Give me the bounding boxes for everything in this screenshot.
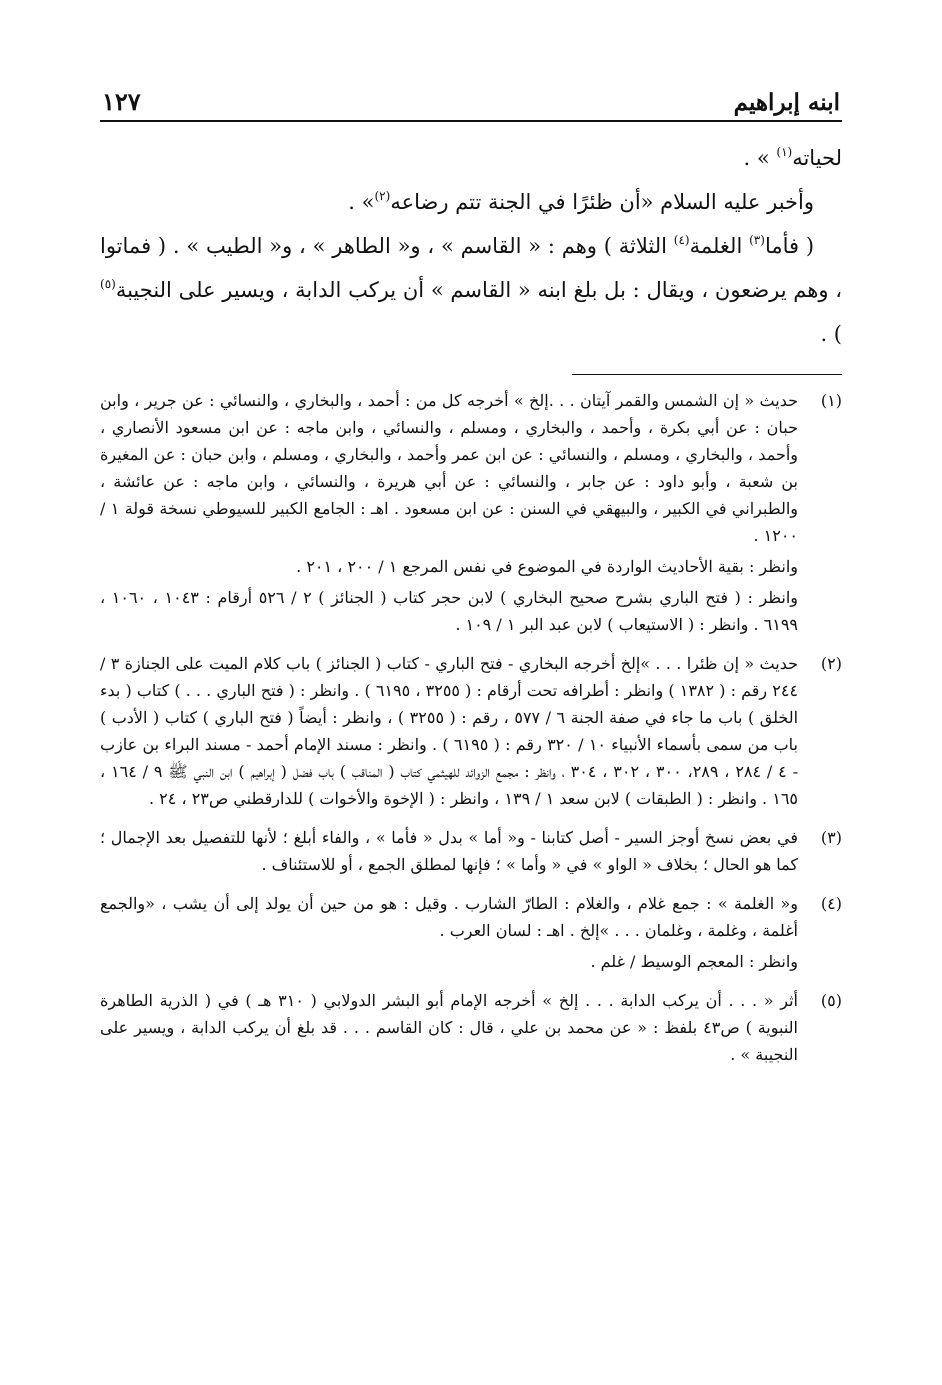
paragraph-1 xyxy=(100,136,842,180)
footnote-paragraph: و« الغلمة » : جمع غلام ، والغلام : الطارّ الشارب . وقيل : هو من حين أن يولد إلى أن يشب ، «والجمع أغلمة ، وغلمة ، وغلمان . . . »إلخ . اهـ : لسان العرب . xyxy=(100,894,798,940)
book-page xyxy=(100,74,842,1080)
footnote-paragraph: وانظر : بقية الأحاديث الواردة في الموضوع في نفس المرجع ١ / ٢٠٠ ، ٢٠١ . xyxy=(296,557,798,576)
footnote-3 xyxy=(100,824,842,882)
paragraph-3-part-c: الثلاثة ) وهم : « القاسم » ، و« الطاهر » ، و« الطيب » . ( فماتوا ، وهم يرضعون ، ويقال : بل بلغ ابنه « القاسم » أن يركب الدابة ، ويسير على النجيبة xyxy=(100,234,842,302)
paragraph-3-end: ) . xyxy=(820,322,842,346)
paragraph-2 xyxy=(100,180,842,224)
footnote-ref-5: (٥) xyxy=(100,277,116,291)
footnote-paragraph: أثر « . . . أن يركب الدابة . . . إلخ » أخرجه الإمام أبو البشر الدولابي ( ٣١٠ هـ ) في ( الذرية الطاهرة النبوية ) ص٤٣ بلفظ : « عن محمد بن علي ، قال : كان القاسم . . . قد بلغ أن يركب الدابة ، ويسير على النجيبة » . xyxy=(100,991,799,1064)
footnote-ref-1: (١) xyxy=(776,145,793,159)
footnote-separator xyxy=(572,374,842,375)
page-number: ١٢٧ xyxy=(102,87,141,116)
paragraph-3 xyxy=(100,224,842,356)
footnotes xyxy=(100,387,842,1072)
page-header xyxy=(100,74,842,122)
footnote-paragraph: في بعض نسخ أوجز السير - أصل كتابنا - و« أما » بدل « فأما » ، والفاء أبلغ ؛ لأنها للتفصيل بعد الإجمال ؛ كما هو الحال ؛ بخلاف « الواو » في « وأما » ؛ فإنها لمطلق الجمع ، أو للاستئناف . xyxy=(100,828,798,874)
footnote-5 xyxy=(100,987,842,1072)
footnote-body xyxy=(100,650,798,816)
footnote-paragraph: حديث « إن الشمس والقمر آيتان . . .إلخ » أخرجه كل من : أحمد ، والبخاري ، والنسائي : عن جرير ، وابن حبان : عن أبي بكرة ، وأحمد ، والبخاري ، ومسلم ، والنسائي ، وابن ماجه : عن ابن مسعود الأنصاري ، وأحمد ، والبخاري ، ومسلم ، والنسائي : عن ابن عمر وأحمد ، والبخاري ، ومسلم ، وابن حبان : عن المغيرة بن شعبة ، وأبو داود : عن جابر ، والنسائي : عن أبي هريرة ، والنسائي ، وابن ماجه : عن عائشة ، والطبراني في الكبير ، والبيهقي في السنن : عن ابن مسعود . اهـ : الجامع الكبير للسيوطي نسخة قولة ١ / ١٢٠٠ . xyxy=(100,391,798,545)
footnote-number: (٣) xyxy=(820,828,842,847)
footnote-ref-4: (٤) xyxy=(673,233,690,247)
footnote-number: (٤) xyxy=(820,894,842,913)
paragraph-2-end: » . xyxy=(348,190,375,214)
footnote-body xyxy=(100,824,798,882)
paragraph-3-part-a: ( فأما xyxy=(764,234,815,258)
footnote-body xyxy=(100,890,798,979)
footnote-body xyxy=(100,387,798,642)
footnote-ref-3: (٣) xyxy=(749,233,765,247)
paragraph-3-part-b: الغلمة xyxy=(689,234,750,258)
footnote-ref-2: (٢) xyxy=(374,189,391,203)
footnote-body xyxy=(100,987,798,1072)
footnote-number: (١) xyxy=(820,391,842,410)
paragraph-2-text: وأخبر عليه السلام «أن ظئرًا في الجنة تتم رضاعه xyxy=(390,190,814,214)
footnote-paragraph: وانظر : ( فتح الباري بشرح صحيح البخاري ) لابن حجر كتاب ( الجنائز ) ٢ / ٥٢٦ أرقام : ١٠٤٣ ، ١٠٦٠ ، ٦١٩٩ . وانظر : ( الاستيعاب ) لابن عبد البر ١ / ١٠٩ . xyxy=(100,588,799,634)
main-text xyxy=(100,136,842,356)
footnote-number: (٢) xyxy=(820,654,842,673)
footnote-2 xyxy=(100,650,842,816)
footnote-paragraph: حديث « إن ظئرا . . . »إلخ أخرجه البخاري - فتح الباري - كتاب ( الجنائز ) باب كلام الميت على الجنازة ٣ / ٢٤٤ رقم : ( ١٣٨٢ ) وانظر : أطرافه تحت أرقام : ( ٣٢٥٥ ، ٦١٩٥ ) . وانظر : ( فتح الباري . . . ) كتاب ( بدء الخلق ) باب ما جاء في صفة الجنة ٦ / ٥٧٧ ، رقم : ( ٣٢٥٥ ) ، وانظر : أيضاً ( فتح الباري ) كتاب ( الأدب ) باب من سمى بأسماء الأنبياء ١٠ / ٣٢٠ رقم : ( ٦١٩٥ ) . وانظر : مسند الإمام أحمد - مسند البراء بن عازب - ٤ / ٢٨٤ ، ٢٨٩، ٣٠٠ ، ٣٠٢ ، ٣٠٤ ، وانظر : مجمع الزوائد للهيثمي كتاب ( المناقب ) باب فضل ( إبراهيم ) ابن النبي ﷺ ٩ / ١٦٤ ، ١٦٥ . وانظر : ( الطبقات ) لابن سعد ١ / ١٣٩ ، وانظر : ( الإخوة والأخوات ) للدارقطني ص٢٣ ، ٢٤ . xyxy=(100,654,799,808)
footnote-1 xyxy=(100,387,842,642)
footnote-number: (٥) xyxy=(820,991,842,1010)
paragraph-1-text: لحياته xyxy=(792,146,842,170)
footnote-paragraph: وانظر : المعجم الوسيط / غلم . xyxy=(590,952,798,971)
running-title: ابنه إبراهيم xyxy=(733,89,840,116)
paragraph-1-end: » . xyxy=(743,146,777,170)
footnote-4 xyxy=(100,890,842,979)
